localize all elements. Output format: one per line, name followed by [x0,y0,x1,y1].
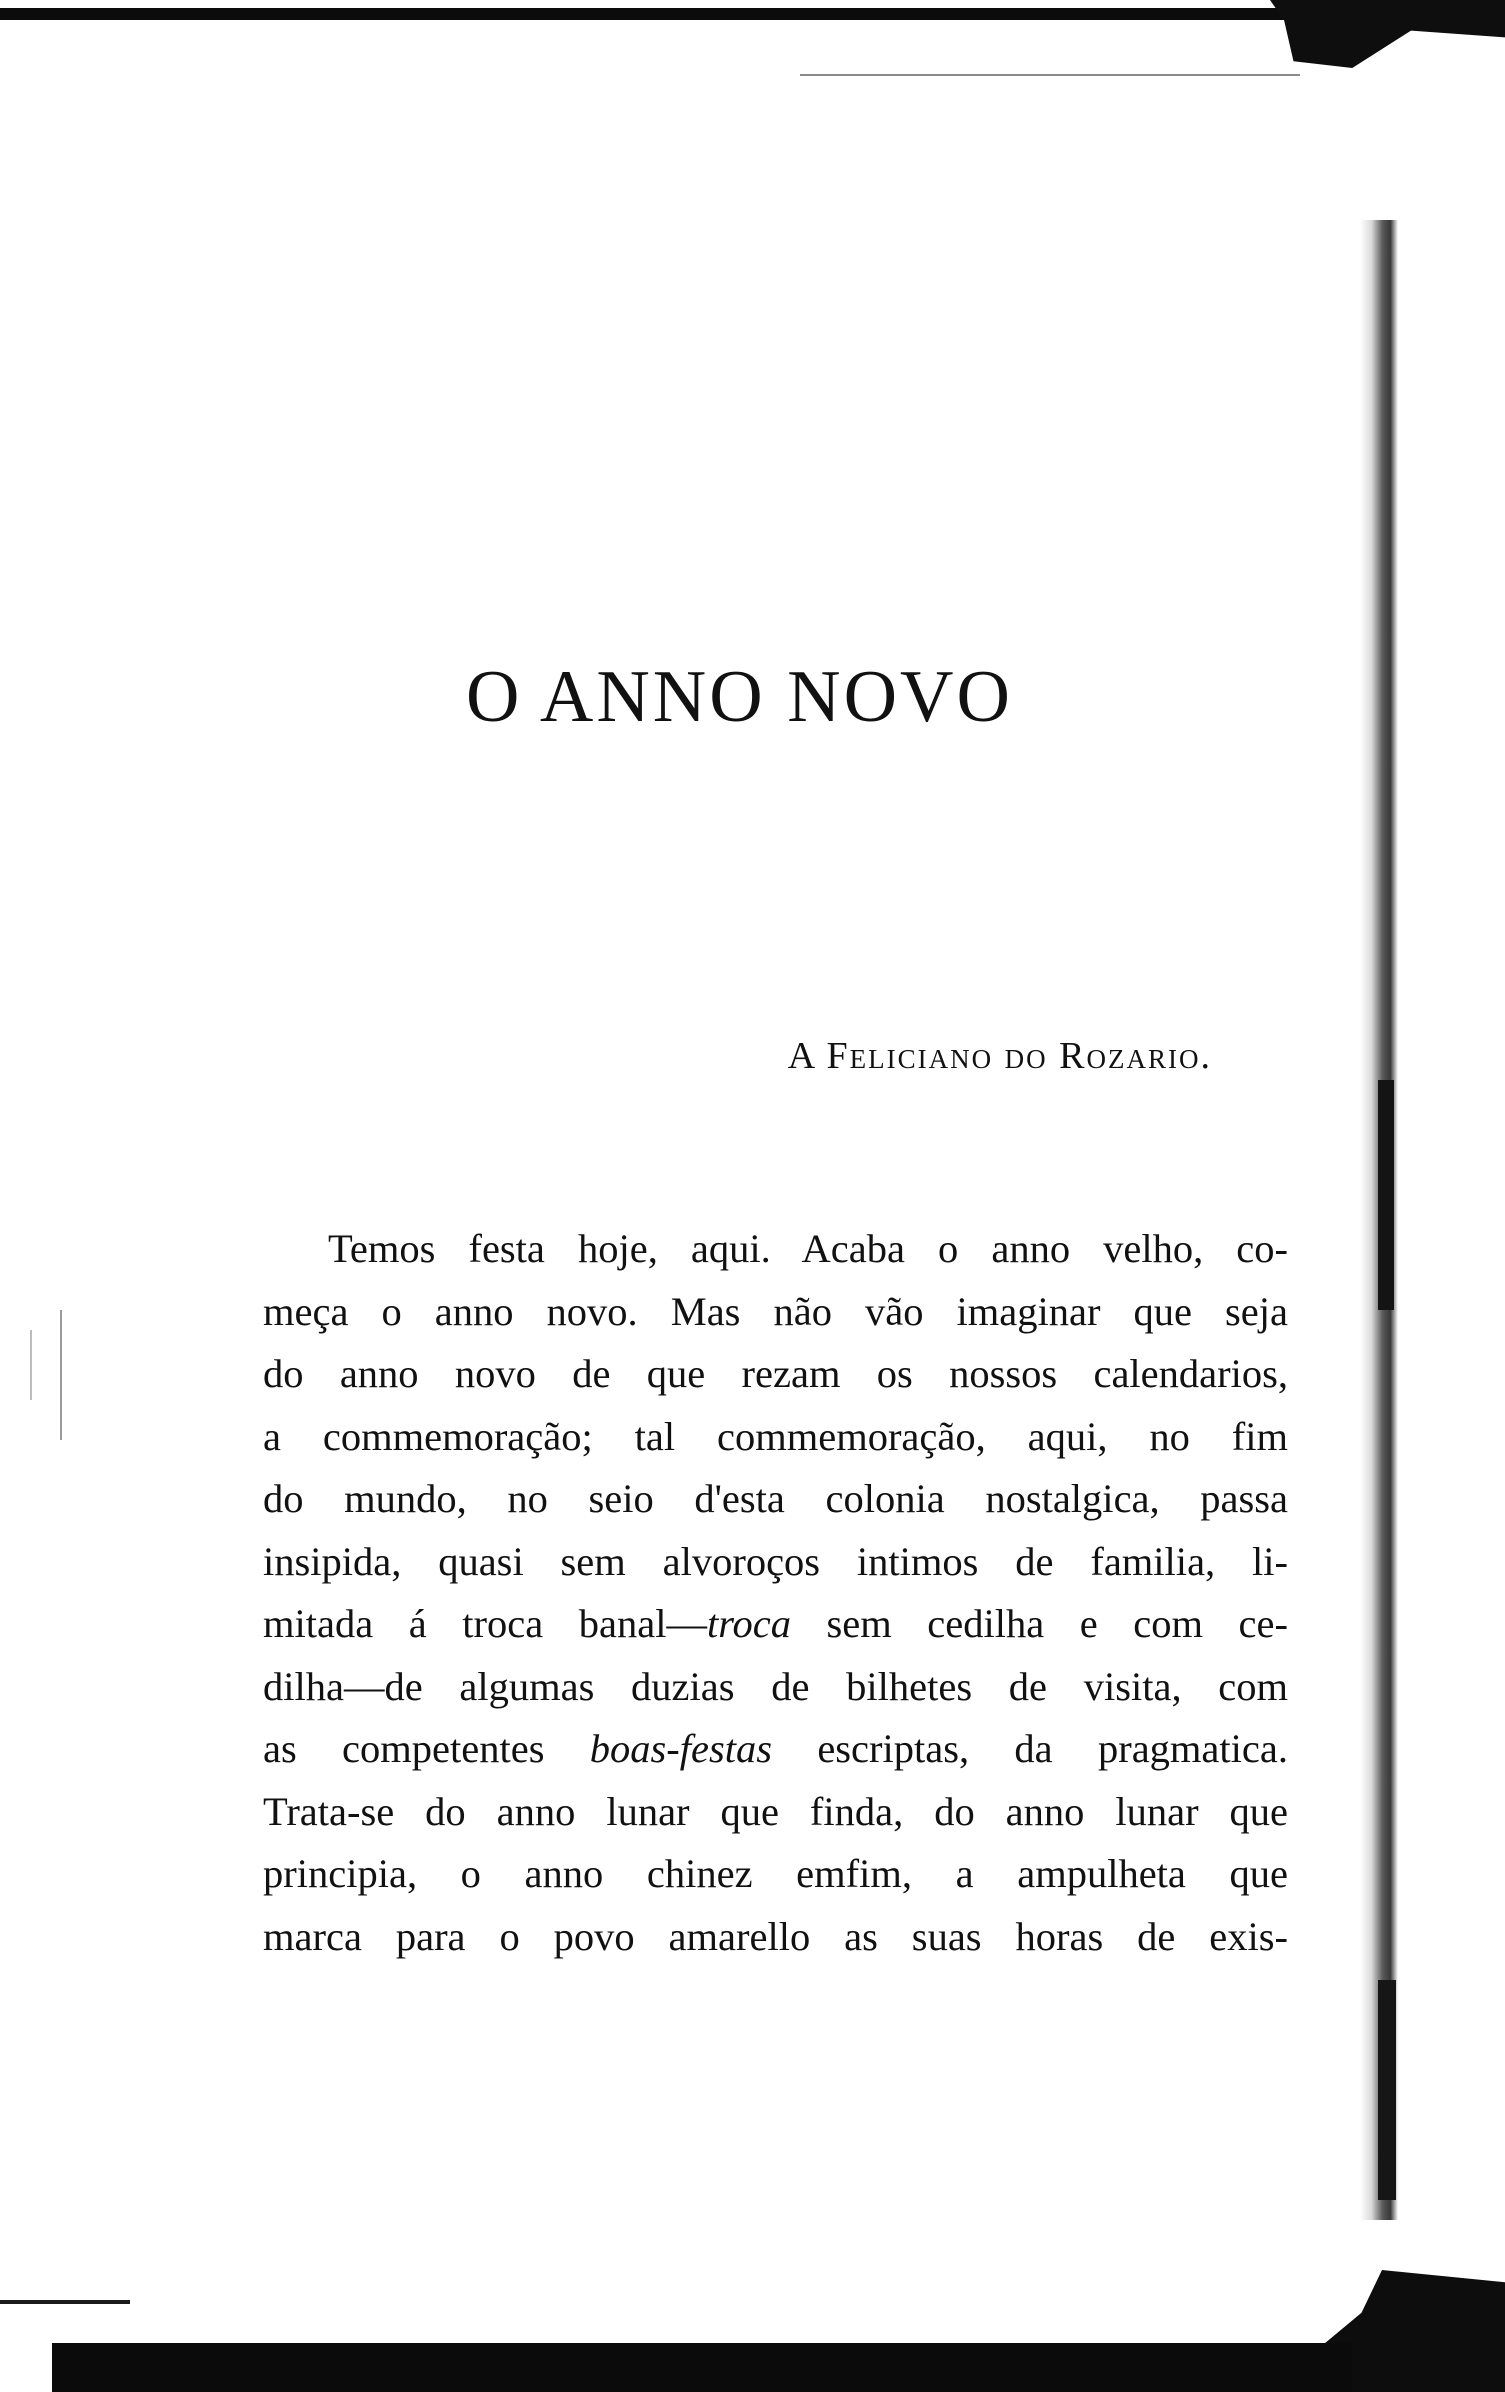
text-line [263,1593,1288,1656]
scan-edge-top [0,8,1390,20]
scan-mark-left-faint [30,1330,32,1400]
scan-mark-left [60,1310,62,1440]
body-paragraph [263,1218,1288,1968]
text-line [263,1718,1288,1781]
dedication: A Feliciano do Rozario. [787,1035,1212,1077]
text-line: Temos festa hoje, aqui. Acaba o anno velho, co- [328,1226,1288,1271]
scan-mark-bottom-left [0,2300,130,2304]
text-line: insipida, quasi sem alvoroços intimos de familia, li- [263,1538,1288,1584]
text-run: sem cedilha e com ce- [790,1601,1288,1646]
scan-line-top [800,74,1300,76]
text-run: escriptas, da pragmatica. [772,1726,1288,1771]
text-line: dilha—de algumas duzias de bilhetes de visita, com [263,1663,1288,1709]
text-line: principia, o anno chinez emfim, a ampulheta que [263,1851,1288,1896]
scan-spine-mark-lower [1378,1980,1396,2200]
italic-word: boas-festas [589,1726,773,1771]
text-line: Trata-se do anno lunar que finda, do anno lunar que [263,1788,1288,1834]
text-run: mitada á troca banal— [263,1601,707,1646]
scan-edge-bottom [52,2343,1352,2392]
text-line: marca para o povo amarello as suas horas de exis- [263,1913,1288,1959]
scan-spine-mark [1378,1080,1394,1310]
text-line: meça o anno novo. Mas não vão imaginar que seja [263,1288,1288,1334]
text-run: as competentes [263,1726,590,1771]
chapter-title [0,655,1505,740]
italic-word: troca [706,1601,791,1646]
scan-corner-top-right [1270,0,1505,68]
text-line: a commemoração; tal commemoração, aqui, no fim [263,1413,1288,1459]
text-line: do mundo, no seio d'esta colonia nostalgica, passa [263,1476,1288,1521]
text-line: do anno novo de que rezam os nossos calendarios, [263,1351,1288,1396]
chapter-title-text: O ANNO NOVO [466,656,1013,738]
